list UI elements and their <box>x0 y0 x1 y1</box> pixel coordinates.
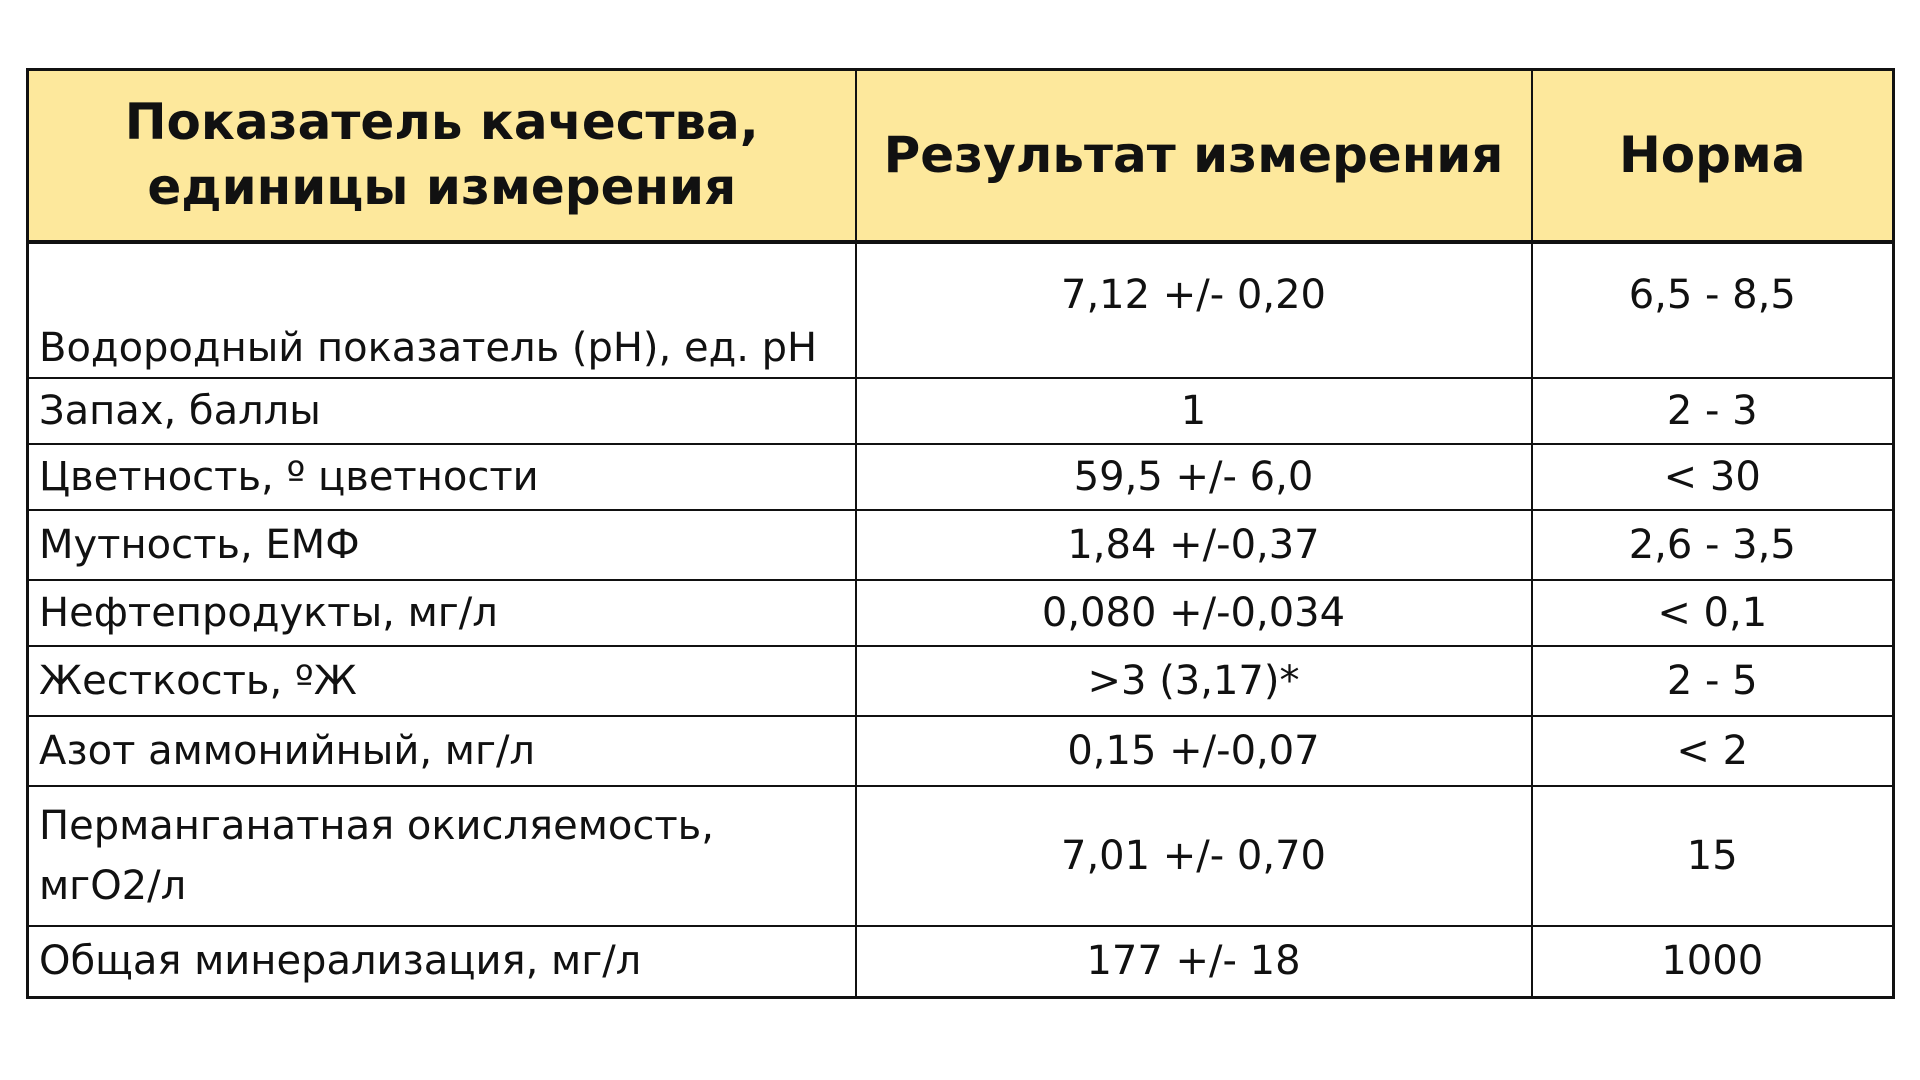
result-cell: 0,15 +/-0,07 <box>856 716 1532 786</box>
norm-cell: < 30 <box>1532 444 1894 510</box>
table-row <box>28 716 1894 786</box>
indicator-cell: Азот аммонийный, мг/л <box>28 716 856 786</box>
norm-cell: < 0,1 <box>1532 580 1894 646</box>
table-row <box>28 242 1894 378</box>
table-row <box>28 510 1894 580</box>
table-header <box>28 70 1894 242</box>
header-result: Результат измерения <box>856 70 1532 242</box>
water-quality-table <box>26 68 1895 999</box>
indicator-cell: Жесткость, ºЖ <box>28 646 856 716</box>
indicator-cell: Общая минерализация, мг/л <box>28 926 856 998</box>
result-cell: 177 +/- 18 <box>856 926 1532 998</box>
result-cell: >3 (3,17)* <box>856 646 1532 716</box>
norm-cell: 1000 <box>1532 926 1894 998</box>
header-norm: Норма <box>1532 70 1894 242</box>
result-cell: 7,12 +/- 0,20 <box>856 242 1532 378</box>
norm-cell: 6,5 - 8,5 <box>1532 242 1894 378</box>
indicator-cell: Мутность, ЕМФ <box>28 510 856 580</box>
indicator-cell: Водородный показатель (pH), ед. pH <box>28 242 856 378</box>
norm-cell: 2,6 - 3,5 <box>1532 510 1894 580</box>
norm-cell: 2 - 3 <box>1532 378 1894 444</box>
result-cell: 1 <box>856 378 1532 444</box>
header-indicator <box>28 70 856 242</box>
header-row <box>28 70 1894 242</box>
header-indicator-line2: единицы измерения <box>147 158 737 217</box>
table-row <box>28 926 1894 998</box>
indicator-cell <box>28 786 856 926</box>
result-cell: 7,01 +/- 0,70 <box>856 786 1532 926</box>
table-row <box>28 444 1894 510</box>
result-cell: 1,84 +/-0,37 <box>856 510 1532 580</box>
table-row <box>28 580 1894 646</box>
norm-cell: 15 <box>1532 786 1894 926</box>
indicator-cell: Цветность, º цветности <box>28 444 856 510</box>
header-indicator-line1: Показатель качества, <box>124 93 759 152</box>
indicator-cell: Запах, баллы <box>28 378 856 444</box>
indicator-cell: Нефтепродукты, мг/л <box>28 580 856 646</box>
table-row <box>28 786 1894 926</box>
table-body <box>28 242 1894 998</box>
norm-cell: < 2 <box>1532 716 1894 786</box>
result-cell: 59,5 +/- 6,0 <box>856 444 1532 510</box>
norm-cell: 2 - 5 <box>1532 646 1894 716</box>
table-row <box>28 646 1894 716</box>
indicator-line1: Перманганатная окисляемость, <box>39 802 714 849</box>
table-row <box>28 378 1894 444</box>
result-cell: 0,080 +/-0,034 <box>856 580 1532 646</box>
indicator-line2: мгО2/л <box>39 862 187 909</box>
